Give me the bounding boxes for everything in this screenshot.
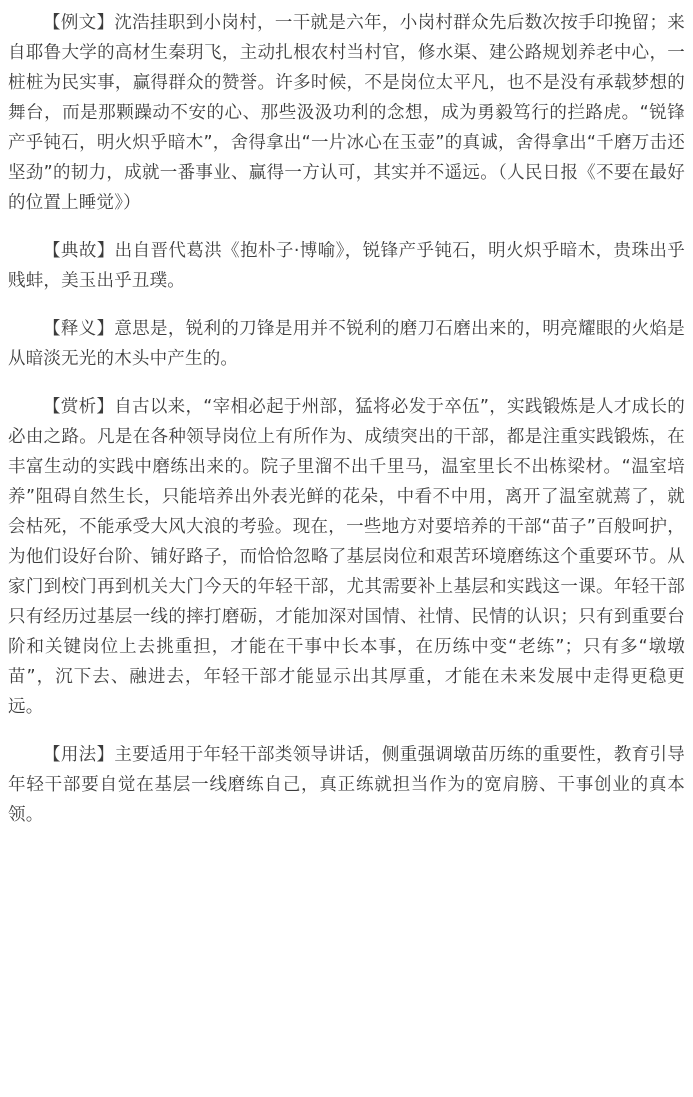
- paragraph-example: 【例文】沈浩挂职到小岗村，一干就是六年，小岗村群众先后数次按手印挽留；来自耶鲁大学的高材生秦玥飞，主动扎根农村当村官，修水渠、建公路规划养老中心，一桩桩为民实事，赢得群众的赞誉。许多时候，不是岗位太平凡，也不是没有承载梦想的舞台，而是那颗躁动不安的心、那些汲汲功利的念想，成为勇毅笃行的拦路虎。“锐锋产乎钝石，明火炽乎暗木”，舍得拿出“一片冰心在玉壶”的真诚，舍得拿出“千磨万击还坚劲”的韧力，成就一番事业、赢得一方认可，其实并不遥远。（人民日报《不要在最好的位置上睡觉》）: [8, 13, 685, 213]
- paragraph-appreciation: 【赏析】自古以来，“宰相必起于州部，猛将必发于卒伍”，实践锻炼是人才成长的必由之路。凡是在各种领导岗位上有所作为、成绩突出的干部，都是注重实践锻炼，在丰富生动的实践中磨练出来的。院子里溜不出千里马，温室里长不出栋梁材。“温室培养”阻碍自然生长，只能培养出外表光鲜的花朵，中看不中用，离开了温室就蔫了，就会枯死，不能承受大风大浪的考验。现在，一些地方对要培养的干部“苗子”百般呵护，为他们设好台阶、铺好路子，而恰恰忽略了基层岗位和艰苦环境磨练这个重要环节。从家门到校门再到机关大门今天的年轻干部，尤其需要补上基层和实践这一课。年轻干部只有经历过基层一线的摔打磨砺，才能加深对国情、社情、民情的认识；只有到重要台阶和关键岗位上去挑重担，才能在干事中长本事，在历练中变“老练”；只有多“墩墩苗”，沉下去、融进去，年轻干部才能显示出其厚重，才能在未来发展中走得更稳更远。: [8, 397, 685, 717]
- paragraph-allusion: 【典故】出自晋代葛洪《抱朴子·博喻》，锐锋产乎钝石，明火炽乎暗木，贵珠出乎贱蚌，美玉出乎丑璞。: [8, 241, 685, 291]
- paragraph-definition: 【释义】意思是，锐利的刀锋是用并不锐利的磨刀石磨出来的，明亮耀眼的火焰是从暗淡无光的木头中产生的。: [8, 319, 685, 369]
- paragraph-usage: 【用法】主要适用于年轻干部类领导讲话，侧重强调墩苗历练的重要性，教育引导年轻干部要自觉在基层一线磨练自己，真正练就担当作为的宽肩膀、干事创业的真本领。: [8, 745, 685, 825]
